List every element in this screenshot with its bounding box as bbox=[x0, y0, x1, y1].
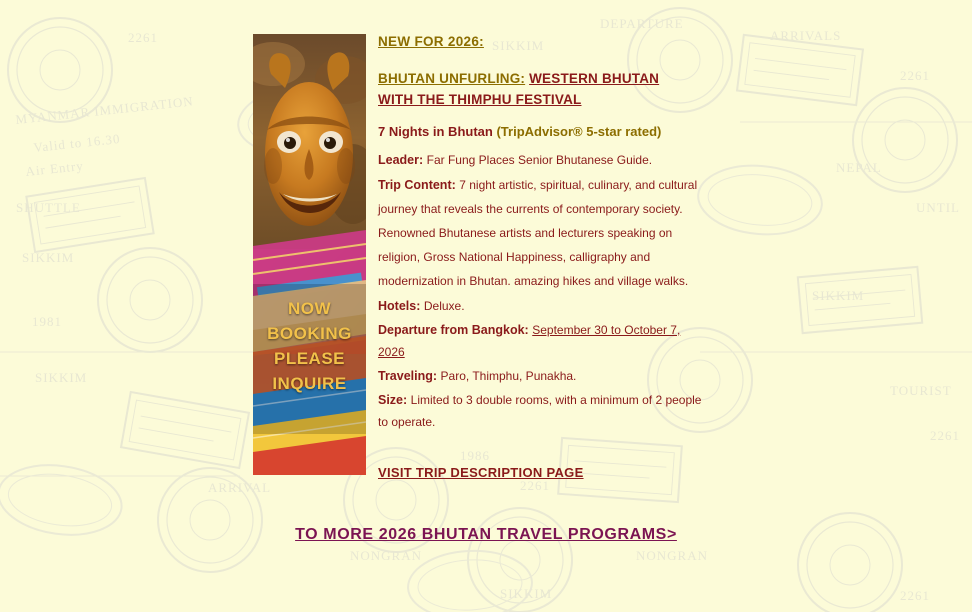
overlay-line-4: INQUIRE bbox=[272, 374, 347, 393]
svg-text:NONGRAN: NONGRAN bbox=[350, 548, 422, 563]
field-size-label: Size: bbox=[378, 393, 408, 407]
overlay-line-1: NOW bbox=[287, 299, 332, 318]
tripadvisor-rating: (TripAdvisor® 5-star rated) bbox=[496, 124, 662, 139]
svg-text:ARRIVAL: ARRIVAL bbox=[208, 480, 272, 495]
field-trip-content bbox=[378, 173, 708, 293]
svg-text:2261: 2261 bbox=[900, 588, 930, 603]
field-hotels-label: Hotels: bbox=[378, 299, 421, 313]
field-trip-content-value: 7 night artistic, spiritual, culinary, and cultural journey that reveals the currents of contemporary society. Renowned Bhutanese artists and lecturers speaking on religion, Gross National Happiness, calligraphy and modernization in Bhutan. amazing hikes and village walks. bbox=[378, 178, 698, 288]
more-bhutan-programs-link[interactable]: TO MORE 2026 BHUTAN TRAVEL PROGRAMS> bbox=[295, 526, 677, 543]
trip-photo bbox=[253, 34, 366, 475]
trip-title-second-line: WITH THE THIMPHU FESTIVAL bbox=[378, 92, 582, 107]
trip-details bbox=[378, 30, 708, 485]
field-size-value: Limited to 3 double rooms, with a minimum of 2 people to operate. bbox=[378, 393, 702, 429]
field-traveling-value: Paro, Thimphu, Punakha. bbox=[440, 369, 577, 383]
svg-text:NEPAL: NEPAL bbox=[836, 160, 882, 175]
new-for-2026-label: NEW FOR 2026: bbox=[378, 34, 484, 49]
svg-text:SHUTTLE: SHUTTLE bbox=[16, 200, 81, 215]
trip-title-prefix: BHUTAN UNFURLING: bbox=[378, 71, 526, 86]
nights-text: 7 Nights in Bhutan bbox=[378, 124, 493, 139]
field-traveling-label: Traveling: bbox=[378, 369, 438, 383]
svg-text:2261: 2261 bbox=[520, 478, 550, 493]
svg-text:2261: 2261 bbox=[930, 428, 960, 443]
svg-text:DEPARTURE: DEPARTURE bbox=[600, 16, 684, 31]
field-departure-value: September 30 to October 7, 2026 bbox=[378, 323, 681, 359]
svg-text:2261: 2261 bbox=[900, 68, 930, 83]
svg-text:SIKKIM: SIKKIM bbox=[500, 586, 553, 601]
svg-text:ARRIVALS: ARRIVALS bbox=[770, 28, 842, 43]
field-leader-value: Far Fung Places Senior Bhutanese Guide. bbox=[426, 153, 653, 167]
svg-text:2261: 2261 bbox=[128, 30, 158, 45]
overlay-line-3: PLEASE bbox=[273, 349, 346, 368]
field-leader bbox=[378, 149, 708, 171]
svg-text:NONGRAN: NONGRAN bbox=[636, 548, 708, 563]
visit-trip-description-link[interactable]: VISIT TRIP DESCRIPTION PAGE bbox=[378, 465, 584, 480]
svg-text:SIKKIM: SIKKIM bbox=[492, 38, 545, 53]
field-departure bbox=[378, 319, 708, 363]
svg-text:SIKKIM: SIKKIM bbox=[35, 370, 88, 385]
photo-overlay-text bbox=[253, 296, 366, 396]
svg-text:Valid to 16.30: Valid to 16.30 bbox=[32, 130, 122, 155]
svg-text:SIKKIM: SIKKIM bbox=[812, 288, 865, 303]
svg-text:1986: 1986 bbox=[460, 448, 490, 463]
trip-title-main: WESTERN BHUTAN bbox=[529, 71, 660, 86]
trip-title bbox=[378, 68, 708, 110]
field-leader-label: Leader: bbox=[378, 153, 424, 167]
svg-text:MYANMAR IMMIGRATION: MYANMAR IMMIGRATION bbox=[14, 93, 195, 127]
nights-line bbox=[378, 122, 708, 141]
bhutan-mask-photo-image bbox=[253, 34, 366, 475]
svg-text:Air Entry: Air Entry bbox=[24, 157, 85, 179]
svg-text:1981: 1981 bbox=[32, 314, 62, 329]
field-hotels-value: Deluxe. bbox=[423, 299, 465, 313]
field-size bbox=[378, 389, 708, 433]
field-hotels bbox=[378, 295, 708, 317]
field-traveling bbox=[378, 365, 708, 387]
svg-text:TOURIST: TOURIST bbox=[890, 383, 952, 398]
svg-text:SIKKIM: SIKKIM bbox=[22, 250, 75, 265]
field-departure-label: Departure from Bangkok: bbox=[378, 323, 529, 337]
field-trip-content-label: Trip Content: bbox=[378, 178, 456, 192]
svg-text:UNTIL: UNTIL bbox=[916, 200, 960, 215]
overlay-line-2: BOOKING bbox=[267, 324, 352, 343]
